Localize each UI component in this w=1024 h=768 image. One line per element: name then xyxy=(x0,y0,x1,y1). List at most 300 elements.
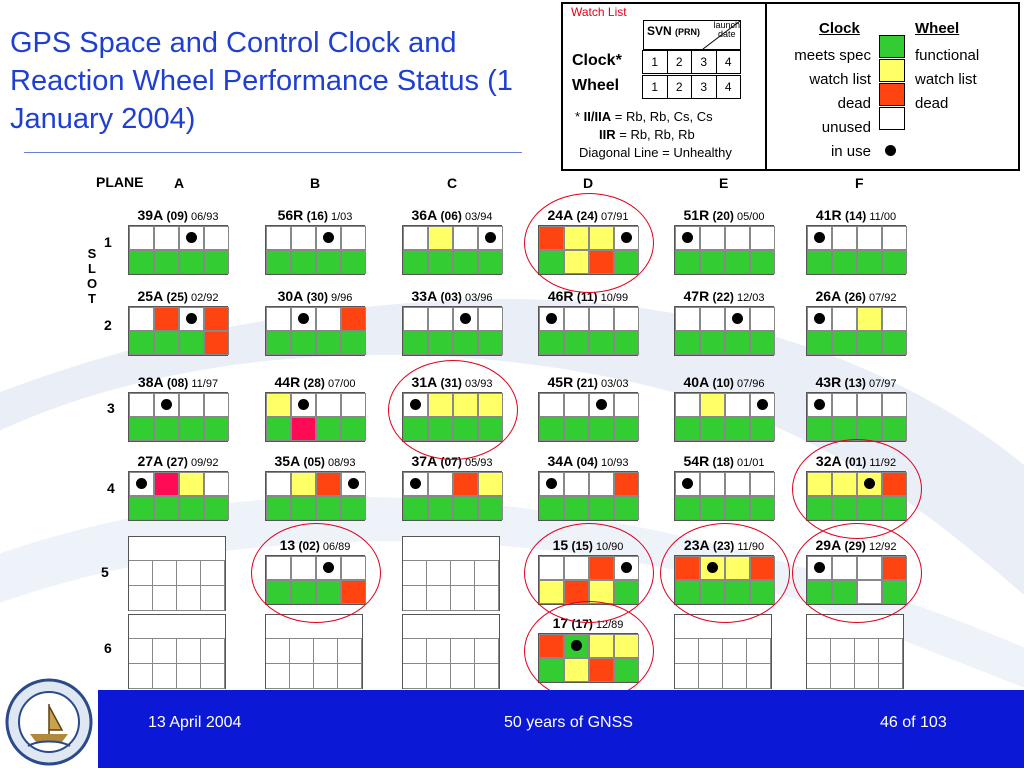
clock-cell xyxy=(341,307,366,331)
svn: 54R xyxy=(683,453,710,469)
clock-cell xyxy=(316,393,341,417)
plane-c-label: C xyxy=(447,175,458,191)
clock-cell xyxy=(291,226,316,250)
empty-cell xyxy=(699,639,723,664)
empty-cell xyxy=(129,586,153,611)
plane-d-label: D xyxy=(583,175,594,191)
wheel-cell xyxy=(204,417,229,441)
satellite-status-grid xyxy=(265,392,365,442)
satellite-45r xyxy=(538,373,638,442)
empty-cell xyxy=(475,639,499,664)
empty-cell xyxy=(723,639,747,664)
empty-cell xyxy=(723,664,747,689)
satellite-status-grid xyxy=(674,392,774,442)
wheel-cell xyxy=(675,250,700,274)
satellite-status-grid xyxy=(265,225,365,275)
satellite-54r xyxy=(674,452,774,521)
wheel-cell xyxy=(204,331,229,355)
clock-cell xyxy=(882,307,907,331)
empty-cell xyxy=(129,639,153,664)
wheel-cell xyxy=(129,250,154,274)
wheel-cell xyxy=(179,250,204,274)
satellite-label xyxy=(265,452,365,471)
clock-cell xyxy=(204,393,229,417)
svn-label: SVN xyxy=(647,24,672,38)
empty-cell xyxy=(201,664,225,689)
satellite-label xyxy=(128,206,228,225)
wheel-cell xyxy=(316,496,341,520)
empty-cell xyxy=(290,664,314,689)
clock-cell xyxy=(179,307,204,331)
empty-cell xyxy=(451,664,475,689)
wheel-cell xyxy=(291,331,316,355)
wheel-cell xyxy=(341,331,366,355)
slot-3-label: 3 xyxy=(107,400,115,416)
empty-cell xyxy=(879,639,903,664)
wheel-cell xyxy=(750,417,775,441)
satellite-label xyxy=(674,206,774,225)
wheel-cell xyxy=(725,250,750,274)
svn: 17 xyxy=(552,615,569,631)
clock-cell xyxy=(316,226,341,250)
institute-of-navigation-seal-icon xyxy=(0,674,98,768)
clock-cell xyxy=(539,472,564,496)
wheel-cell xyxy=(403,250,428,274)
prn: (26) xyxy=(841,290,866,304)
svn: 35A xyxy=(274,453,301,469)
clock-cell xyxy=(589,472,614,496)
clock-cell xyxy=(700,307,725,331)
satellite-status-grid xyxy=(538,392,638,442)
clock-cell xyxy=(675,472,700,496)
satellite-38a xyxy=(128,373,228,442)
clock-cell xyxy=(750,472,775,496)
clock-legend-item: watch list xyxy=(809,71,871,88)
prn: (23) xyxy=(709,539,735,553)
prn: (27) xyxy=(163,455,188,469)
svn-cell: 1 xyxy=(642,50,668,74)
launch-date: 12/03 xyxy=(733,292,765,304)
slot-2-label: 2 xyxy=(104,317,112,333)
empty-slot xyxy=(674,614,772,689)
wheel-cell xyxy=(428,496,453,520)
watch-list-circle xyxy=(524,193,654,293)
note-text: = Rb, Rb, Cs, Cs xyxy=(611,109,713,124)
clock-cell xyxy=(204,226,229,250)
clock-cell xyxy=(478,226,503,250)
prn: (18) xyxy=(709,455,734,469)
svn: 39A xyxy=(137,207,164,223)
plane-label: PLANE xyxy=(96,174,144,190)
clock-cell xyxy=(179,226,204,250)
clock-row-label: Clock* xyxy=(572,52,622,69)
clock-cell xyxy=(832,226,857,250)
prn: (15) xyxy=(568,539,593,553)
svn: 44R xyxy=(274,374,301,390)
clock-cell xyxy=(564,472,589,496)
satellite-label xyxy=(538,373,638,392)
launch-date: 07/00 xyxy=(324,378,356,390)
wheel-cell xyxy=(179,417,204,441)
wheel-cell xyxy=(316,250,341,274)
empty-cell xyxy=(451,561,475,586)
satellite-label xyxy=(128,452,228,471)
empty-cell xyxy=(675,639,699,664)
clock-cell xyxy=(428,226,453,250)
clock-cell xyxy=(129,226,154,250)
launch-date: 07/96 xyxy=(733,378,765,390)
clock-cell xyxy=(154,393,179,417)
prn: (24) xyxy=(573,209,598,223)
clock-cell xyxy=(129,393,154,417)
wheel-cell xyxy=(807,331,832,355)
empty-cell xyxy=(177,639,201,664)
wheel-cell xyxy=(154,417,179,441)
prn: (29) xyxy=(841,539,866,553)
wheel-cell xyxy=(478,496,503,520)
empty-slot xyxy=(128,536,226,611)
empty-cell xyxy=(675,664,699,689)
launch-date: 07/91 xyxy=(597,211,629,223)
note-line-2 xyxy=(575,126,732,144)
clock-cell xyxy=(179,393,204,417)
empty-cell xyxy=(427,561,451,586)
empty-slot xyxy=(265,614,363,689)
satellite-status-grid xyxy=(265,471,365,521)
satellite-26a xyxy=(806,287,906,356)
wheel-legend-list xyxy=(915,44,979,116)
clock-cell xyxy=(403,472,428,496)
wheel-cell xyxy=(154,250,179,274)
wheel-cell xyxy=(291,250,316,274)
satellite-47r xyxy=(674,287,774,356)
clock-cell xyxy=(129,472,154,496)
svn: 36A xyxy=(411,207,438,223)
satellite-41r xyxy=(806,206,906,275)
satellite-status-grid xyxy=(674,306,774,356)
wheel-legend-item: functional xyxy=(915,47,980,64)
clock-cell xyxy=(857,393,882,417)
clock-cell xyxy=(700,393,725,417)
watch-list-label: Watch List xyxy=(571,5,627,19)
note-text: = Rb, Rb, Rb xyxy=(615,127,695,142)
slot-letter: S xyxy=(87,246,97,261)
clock-cell xyxy=(403,307,428,331)
empty-slot-cells xyxy=(129,561,225,611)
prn-label: (PRN) xyxy=(675,27,701,37)
wheel-cell xyxy=(129,496,154,520)
footer-title: 50 years of GNSS xyxy=(504,714,633,731)
launch-date: 07/92 xyxy=(865,292,897,304)
wheel-cell xyxy=(453,250,478,274)
satellite-label xyxy=(402,287,502,306)
clock-cell xyxy=(204,307,229,331)
wheel-cell xyxy=(341,250,366,274)
svn: 47R xyxy=(683,288,710,304)
launch-date: 03/94 xyxy=(461,211,493,223)
clock-legend-list xyxy=(771,44,871,164)
svn-cell: 2 xyxy=(667,50,693,74)
satellite-33a xyxy=(402,287,502,356)
satellite-34a xyxy=(538,452,638,521)
svn: 38A xyxy=(137,374,164,390)
wheel-cell xyxy=(154,331,179,355)
prn: (08) xyxy=(163,376,189,390)
prn: (02) xyxy=(295,539,320,553)
clock-cell xyxy=(291,472,316,496)
satellite-status-grid xyxy=(402,225,502,275)
wheel-legend-item: watch list xyxy=(915,71,977,88)
clock-cell xyxy=(154,307,179,331)
prn: (30) xyxy=(303,290,328,304)
empty-cell xyxy=(314,664,338,689)
clock-cell xyxy=(750,393,775,417)
svn: 37A xyxy=(411,453,438,469)
satellite-label xyxy=(265,206,365,225)
prn: (06) xyxy=(437,209,462,223)
clock-cell xyxy=(614,472,639,496)
svn-header-diagonal xyxy=(643,20,741,50)
clock-cell xyxy=(832,393,857,417)
note-bold: IIR xyxy=(599,127,616,142)
wheel-cell xyxy=(750,496,775,520)
clock-cell xyxy=(453,472,478,496)
empty-slot-header xyxy=(403,615,499,639)
wheel-cell xyxy=(453,496,478,520)
clock-cell xyxy=(614,307,639,331)
svn: 34A xyxy=(547,453,574,469)
slot-1-label: 1 xyxy=(104,234,112,250)
clock-legend-item: dead xyxy=(837,95,871,112)
wheel-cell xyxy=(266,417,291,441)
empty-cell xyxy=(807,664,831,689)
launch-date: 08/93 xyxy=(324,457,356,469)
wheel-cell xyxy=(428,331,453,355)
wheel-cell xyxy=(807,417,832,441)
launch-date: 06/89 xyxy=(319,541,351,553)
satellite-status-grid xyxy=(538,471,638,521)
svn: 33A xyxy=(411,288,438,304)
footer-page-number: 46 of 103 xyxy=(880,714,947,731)
note-bold: II/IIA xyxy=(583,109,612,124)
clock-cell xyxy=(403,226,428,250)
wheel-cell xyxy=(832,250,857,274)
wheel-cell xyxy=(700,331,725,355)
satellite-44r xyxy=(265,373,365,442)
empty-cell xyxy=(403,586,427,611)
empty-slot-cells xyxy=(403,639,499,689)
clock-cell xyxy=(725,472,750,496)
wheel-cell xyxy=(291,496,316,520)
wheel-cell xyxy=(750,331,775,355)
clock-cell xyxy=(882,393,907,417)
wheel-cell xyxy=(882,250,907,274)
empty-slot-cells xyxy=(807,639,903,689)
svn: 26A xyxy=(815,288,842,304)
clock-cell xyxy=(478,472,503,496)
empty-cell xyxy=(427,664,451,689)
empty-cell xyxy=(201,561,225,586)
empty-cell xyxy=(290,639,314,664)
clock-cell xyxy=(341,472,366,496)
svn: 51R xyxy=(683,207,710,223)
satellite-status-grid xyxy=(128,392,228,442)
empty-cell xyxy=(879,664,903,689)
empty-cell xyxy=(855,639,879,664)
empty-cell xyxy=(153,586,177,611)
clock-cell xyxy=(882,226,907,250)
clock-cell xyxy=(266,226,291,250)
launch-date: 10/99 xyxy=(597,292,629,304)
wheel-cell xyxy=(832,417,857,441)
svn-clock-row xyxy=(643,50,741,74)
empty-cell xyxy=(475,586,499,611)
wheel-cell xyxy=(614,417,639,441)
svn: 45R xyxy=(547,374,574,390)
launch-date: 03/96 xyxy=(461,292,493,304)
satellite-status-grid xyxy=(674,471,774,521)
empty-slot-header xyxy=(129,537,225,561)
empty-cell xyxy=(427,639,451,664)
satellite-status-grid xyxy=(128,306,228,356)
launch-date: 05/00 xyxy=(733,211,765,223)
satellite-35a xyxy=(265,452,365,521)
svn: 41R xyxy=(815,207,842,223)
key-yellow xyxy=(879,59,905,82)
satellite-43r xyxy=(806,373,906,442)
legend-notes xyxy=(575,108,732,162)
watch-list-circle xyxy=(251,523,381,623)
wheel-cell xyxy=(539,496,564,520)
prn: (21) xyxy=(573,376,598,390)
svn: 15 xyxy=(552,537,569,553)
empty-cell xyxy=(451,639,475,664)
wheel-cell xyxy=(700,250,725,274)
prn: (11) xyxy=(573,290,598,304)
wheel-cell xyxy=(857,331,882,355)
launch-date: 11/00 xyxy=(866,211,897,223)
clock-cell xyxy=(750,226,775,250)
prn: (03) xyxy=(437,290,462,304)
key-in-use-dot xyxy=(879,139,905,162)
empty-slot-cells xyxy=(675,639,771,689)
watch-list-circle xyxy=(660,523,790,623)
clock-cell xyxy=(266,472,291,496)
svn-cell: 4 xyxy=(716,50,742,74)
prn: (17) xyxy=(568,617,593,631)
clock-cell xyxy=(291,393,316,417)
empty-cell xyxy=(451,586,475,611)
svn-cell: 1 xyxy=(642,75,668,99)
launch-date: 05/93 xyxy=(461,457,493,469)
clock-cell xyxy=(589,393,614,417)
slot-label xyxy=(86,246,98,306)
prn: (04) xyxy=(573,455,598,469)
launch-date: 07/97 xyxy=(865,378,897,390)
wheel-cell xyxy=(675,417,700,441)
wheel-cell xyxy=(614,331,639,355)
satellite-status-grid xyxy=(402,471,502,521)
empty-cell xyxy=(338,639,362,664)
wheel-cell xyxy=(725,331,750,355)
satellite-label xyxy=(806,287,906,306)
wheel-cell xyxy=(589,417,614,441)
clock-cell xyxy=(725,307,750,331)
clock-cell xyxy=(700,226,725,250)
wheel-cell xyxy=(316,331,341,355)
wheel-cell xyxy=(539,417,564,441)
satellite-status-grid xyxy=(128,471,228,521)
slot-letter: L xyxy=(88,261,96,276)
empty-cell xyxy=(403,561,427,586)
wheel-cell xyxy=(589,331,614,355)
clock-cell xyxy=(453,307,478,331)
wheel-cell xyxy=(266,331,291,355)
wheel-cell xyxy=(478,331,503,355)
clock-cell xyxy=(428,472,453,496)
svn: 24A xyxy=(547,207,574,223)
clock-cell xyxy=(807,307,832,331)
empty-cell xyxy=(475,664,499,689)
wheel-cell xyxy=(857,417,882,441)
launch-date: 11/90 xyxy=(734,541,765,553)
svn: 23A xyxy=(683,537,710,553)
clock-cell xyxy=(700,472,725,496)
watch-list-circle xyxy=(792,523,922,623)
wheel-cell xyxy=(129,417,154,441)
prn: (09) xyxy=(163,209,188,223)
clock-cell xyxy=(154,472,179,496)
svn-cell: 4 xyxy=(716,75,742,99)
empty-cell xyxy=(153,561,177,586)
clock-cell xyxy=(857,226,882,250)
clock-legend-title: Clock xyxy=(819,20,860,37)
satellite-status-grid xyxy=(402,306,502,356)
clock-cell xyxy=(750,307,775,331)
wheel-cell xyxy=(179,496,204,520)
svn-wheel-row xyxy=(643,75,741,99)
empty-cell xyxy=(201,586,225,611)
empty-cell xyxy=(403,639,427,664)
svn-cell: 3 xyxy=(691,75,717,99)
key-white xyxy=(879,107,905,130)
clock-cell xyxy=(564,393,589,417)
footer-date: 13 April 2004 xyxy=(148,714,242,731)
svn: 29A xyxy=(815,537,842,553)
empty-cell xyxy=(831,639,855,664)
satellite-label xyxy=(538,452,638,471)
clock-cell xyxy=(564,307,589,331)
wheel-cell xyxy=(564,331,589,355)
satellite-40a xyxy=(674,373,774,442)
svn: 25A xyxy=(137,288,164,304)
plane-b-label: B xyxy=(310,175,321,191)
wheel-cell xyxy=(291,417,316,441)
note-prefix: * xyxy=(575,109,584,124)
clock-cell xyxy=(129,307,154,331)
note-line-3: Diagonal Line = Unhealthy xyxy=(579,145,732,160)
clock-cell xyxy=(539,393,564,417)
satellite-label xyxy=(128,287,228,306)
svn: 31A xyxy=(411,374,438,390)
empty-cell xyxy=(177,561,201,586)
clock-cell xyxy=(725,393,750,417)
prn: (05) xyxy=(300,455,325,469)
prn: (10) xyxy=(709,376,734,390)
empty-cell xyxy=(177,586,201,611)
clock-cell xyxy=(266,393,291,417)
launch-text: launch xyxy=(713,20,740,30)
